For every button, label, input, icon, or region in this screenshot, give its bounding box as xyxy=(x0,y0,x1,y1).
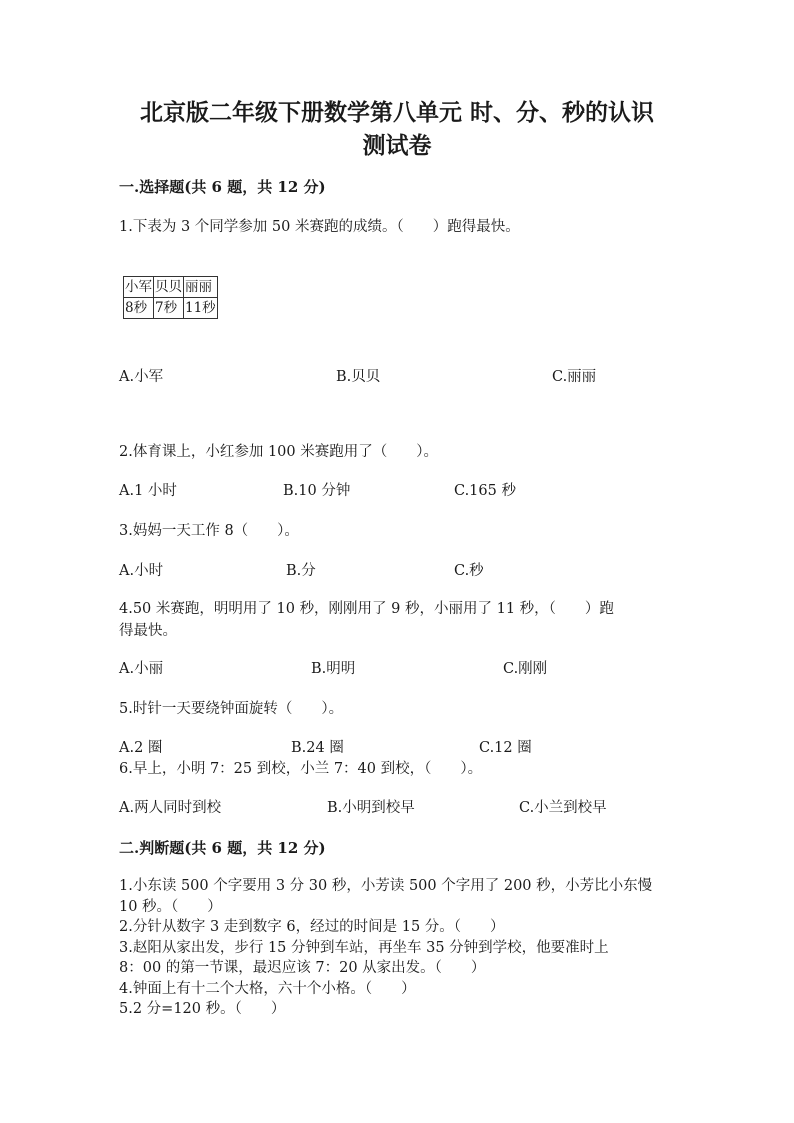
question-5-option-a: A.2 圈 xyxy=(119,740,163,756)
question-2-option-a: A.1 小时 xyxy=(119,483,177,499)
results-table-header-cell: 丽丽 xyxy=(184,277,218,298)
results-table-value-cell: 8秒 xyxy=(124,298,154,319)
question-3-text: 3.妈妈一天工作 8（ ）。 xyxy=(119,523,299,539)
question-1-option-a: A.小军 xyxy=(119,369,164,385)
true-false-line: 3.赵阳从家出发，步行 15 分钟到车站，再坐车 35 分钟到学校，他要准时上 xyxy=(119,939,609,956)
question-5-option-b: B.24 圈 xyxy=(291,740,344,756)
question-4-option-a: A.小丽 xyxy=(119,661,164,677)
true-false-line: 4.钟面上有十二个大格，六十个小格。（ ） xyxy=(119,980,416,997)
question-4-option-b: B.明明 xyxy=(311,661,356,677)
title-line-2: 测试卷 xyxy=(362,132,432,159)
question-1-option-b: B.贝贝 xyxy=(336,369,381,385)
question-5-text: 5.时针一天要绕钟面旋转（ ）。 xyxy=(119,701,344,717)
results-table-value-cell: 11秒 xyxy=(184,298,218,319)
results-table-header-row xyxy=(124,277,218,298)
question-4-line-1: 4.50 米赛跑，明明用了 10 秒，刚刚用了 9 秒，小丽用了 11 秒，（ ）跑 xyxy=(119,601,614,617)
question-4-text xyxy=(119,598,679,642)
question-5-option-c: C.12 圈 xyxy=(479,740,532,756)
question-6-option-b: B.小明到校早 xyxy=(327,800,415,816)
results-table-value-cell: 7秒 xyxy=(154,298,184,319)
true-false-line: 10 秒。（ ） xyxy=(119,898,222,915)
question-2-option-c: C.165 秒 xyxy=(454,483,516,499)
results-table-header-cell: 贝贝 xyxy=(154,277,184,298)
results-table-header-cell: 小军 xyxy=(124,277,154,298)
question-1-text: 1.下表为 3 个同学参加 50 米赛跑的成绩。（ ）跑得最快。 xyxy=(119,219,520,235)
true-false-line: 5.2 分=120 秒。（ ） xyxy=(119,1001,286,1017)
true-false-line: 1.小东读 500 个字要用 3 分 30 秒，小芳读 500 个字用了 200 秒，小芳比小东慢 xyxy=(119,878,653,894)
true-false-line: 2.分针从数字 3 走到数字 6，经过的时间是 15 分。（ ） xyxy=(119,919,505,935)
section-2-heading: 二.判断题(共 6 题，共 12 分) xyxy=(119,839,326,857)
results-table-value-row xyxy=(124,298,218,319)
question-4-option-c: C.刚刚 xyxy=(503,661,548,677)
true-false-line: 8：00 的第一节课，最迟应该 7：20 从家出发。（ ） xyxy=(119,960,486,976)
true-false-list xyxy=(119,876,679,1020)
results-table xyxy=(123,276,218,319)
page-title xyxy=(110,96,684,162)
question-3-option-c: C.秒 xyxy=(454,563,484,579)
question-4-line-2: 得最快。 xyxy=(119,623,177,639)
question-3-option-b: B.分 xyxy=(286,563,316,579)
section-1-heading: 一.选择题(共 6 题，共 12 分) xyxy=(119,178,326,196)
question-3-option-a: A.小时 xyxy=(119,563,164,579)
title-line-1: 北京版二年级下册数学第八单元 时、分、秒的认识 xyxy=(139,99,654,126)
question-2-text: 2.体育课上，小红参加 100 米赛跑用了（ ）。 xyxy=(119,444,438,460)
question-6-text: 6.早上，小明 7：25 到校，小兰 7：40 到校，（ ）。 xyxy=(119,761,483,777)
question-6-option-c: C.小兰到校早 xyxy=(519,800,607,816)
question-1-option-c: C.丽丽 xyxy=(552,369,597,385)
question-6-option-a: A.两人同时到校 xyxy=(119,800,222,816)
question-2-option-b: B.10 分钟 xyxy=(283,483,351,499)
